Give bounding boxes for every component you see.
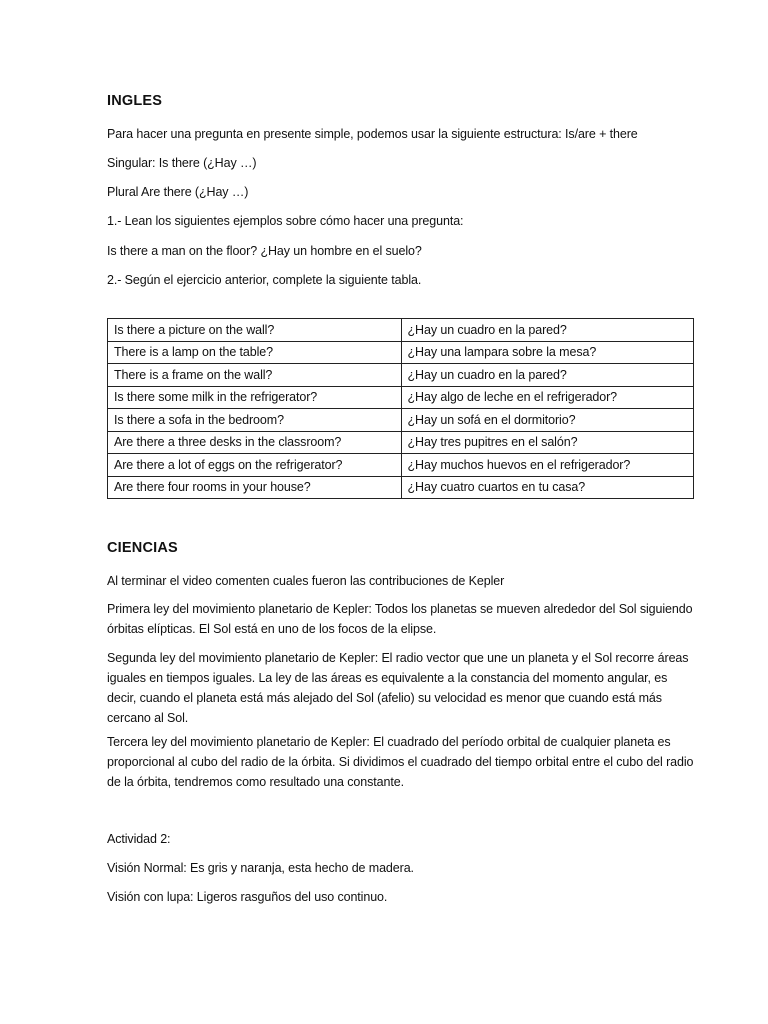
table-row [108,409,694,432]
table-row [108,341,694,364]
step2-line: 2.- Según el ejercicio anterior, complete la siguiente tabla. [107,273,422,287]
table-row [108,364,694,387]
table-row [108,454,694,477]
english-cell: Are there a lot of eggs on the refrigerator? [108,454,402,477]
kepler-third-law: Tercera ley del movimiento planetario de Kepler: El cuadrado del período orbital de cualquier planeta es proporcional al cubo del radio de la órbita. Si dividimos el cuadrado del tiempo orbital entre el cubo del radio de la órbita, tendremos como resultado una constante. [107,735,694,789]
kepler-second-law: Segunda ley del movimiento planetario de Kepler: El radio vector que une un planeta y el Sol recorre áreas iguales en tiempos iguales. La ley de las áreas es equivalente a la constancia del momento angular, es decir, cuando el planeta está más alejado del Sol (afelio) su velocidad es menor que cuando está más cercano al Sol. [107,651,689,725]
vision-normal: Visión Normal: Es gris y naranja, esta hecho de madera. [107,861,414,875]
spanish-cell: ¿Hay un cuadro en la pared? [401,319,693,342]
spanish-cell: ¿Hay muchos huevos en el refrigerador? [401,454,693,477]
english-cell: Is there some milk in the refrigerator? [108,386,402,409]
kepler-first-law: Primera ley del movimiento planetario de Kepler: Todos los planetas se mueven alrededor del Sol siguiendo órbitas elípticas. El Sol está en uno de los focos de la elipse. [107,602,693,636]
example-line: Is there a man on the floor? ¿Hay un hombre en el suelo? [107,244,422,258]
english-cell: Is there a picture on the wall? [108,319,402,342]
ciencias-intro: Al terminar el video comenten cuales fueron las contribuciones de Kepler [107,574,505,588]
english-cell: Is there a sofa in the bedroom? [108,409,402,432]
spanish-cell: ¿Hay un sofá en el dormitorio? [401,409,693,432]
table-row [108,476,694,499]
spanish-cell: ¿Hay una lampara sobre la mesa? [401,341,693,364]
english-cell: There is a frame on the wall? [108,364,402,387]
actividad-title: Actividad 2: [107,832,171,846]
spanish-cell: ¿Hay algo de leche en el refrigerador? [401,386,693,409]
table-row [108,386,694,409]
question-table [107,318,694,499]
ingles-heading: INGLES [107,93,163,109]
step1-line: 1.- Lean los siguientes ejemplos sobre cómo hacer una pregunta: [107,214,464,228]
table-row [108,319,694,342]
singular-line: Singular: Is there (¿Hay …) [107,156,257,170]
english-cell: Are there a three desks in the classroom? [108,431,402,454]
table-row [108,431,694,454]
plural-line: Plural Are there (¿Hay …) [107,185,249,199]
spanish-cell: ¿Hay cuatro cuartos en tu casa? [401,476,693,499]
spanish-cell: ¿Hay un cuadro en la pared? [401,364,693,387]
ciencias-heading: CIENCIAS [107,540,178,556]
ingles-intro: Para hacer una pregunta en presente simple, podemos usar la siguiente estructura: Is/are + there [107,127,638,141]
english-cell: There is a lamp on the table? [108,341,402,364]
vision-lupa: Visión con lupa: Ligeros rasguños del uso continuo. [107,890,388,904]
spanish-cell: ¿Hay tres pupitres en el salón? [401,431,693,454]
english-cell: Are there four rooms in your house? [108,476,402,499]
